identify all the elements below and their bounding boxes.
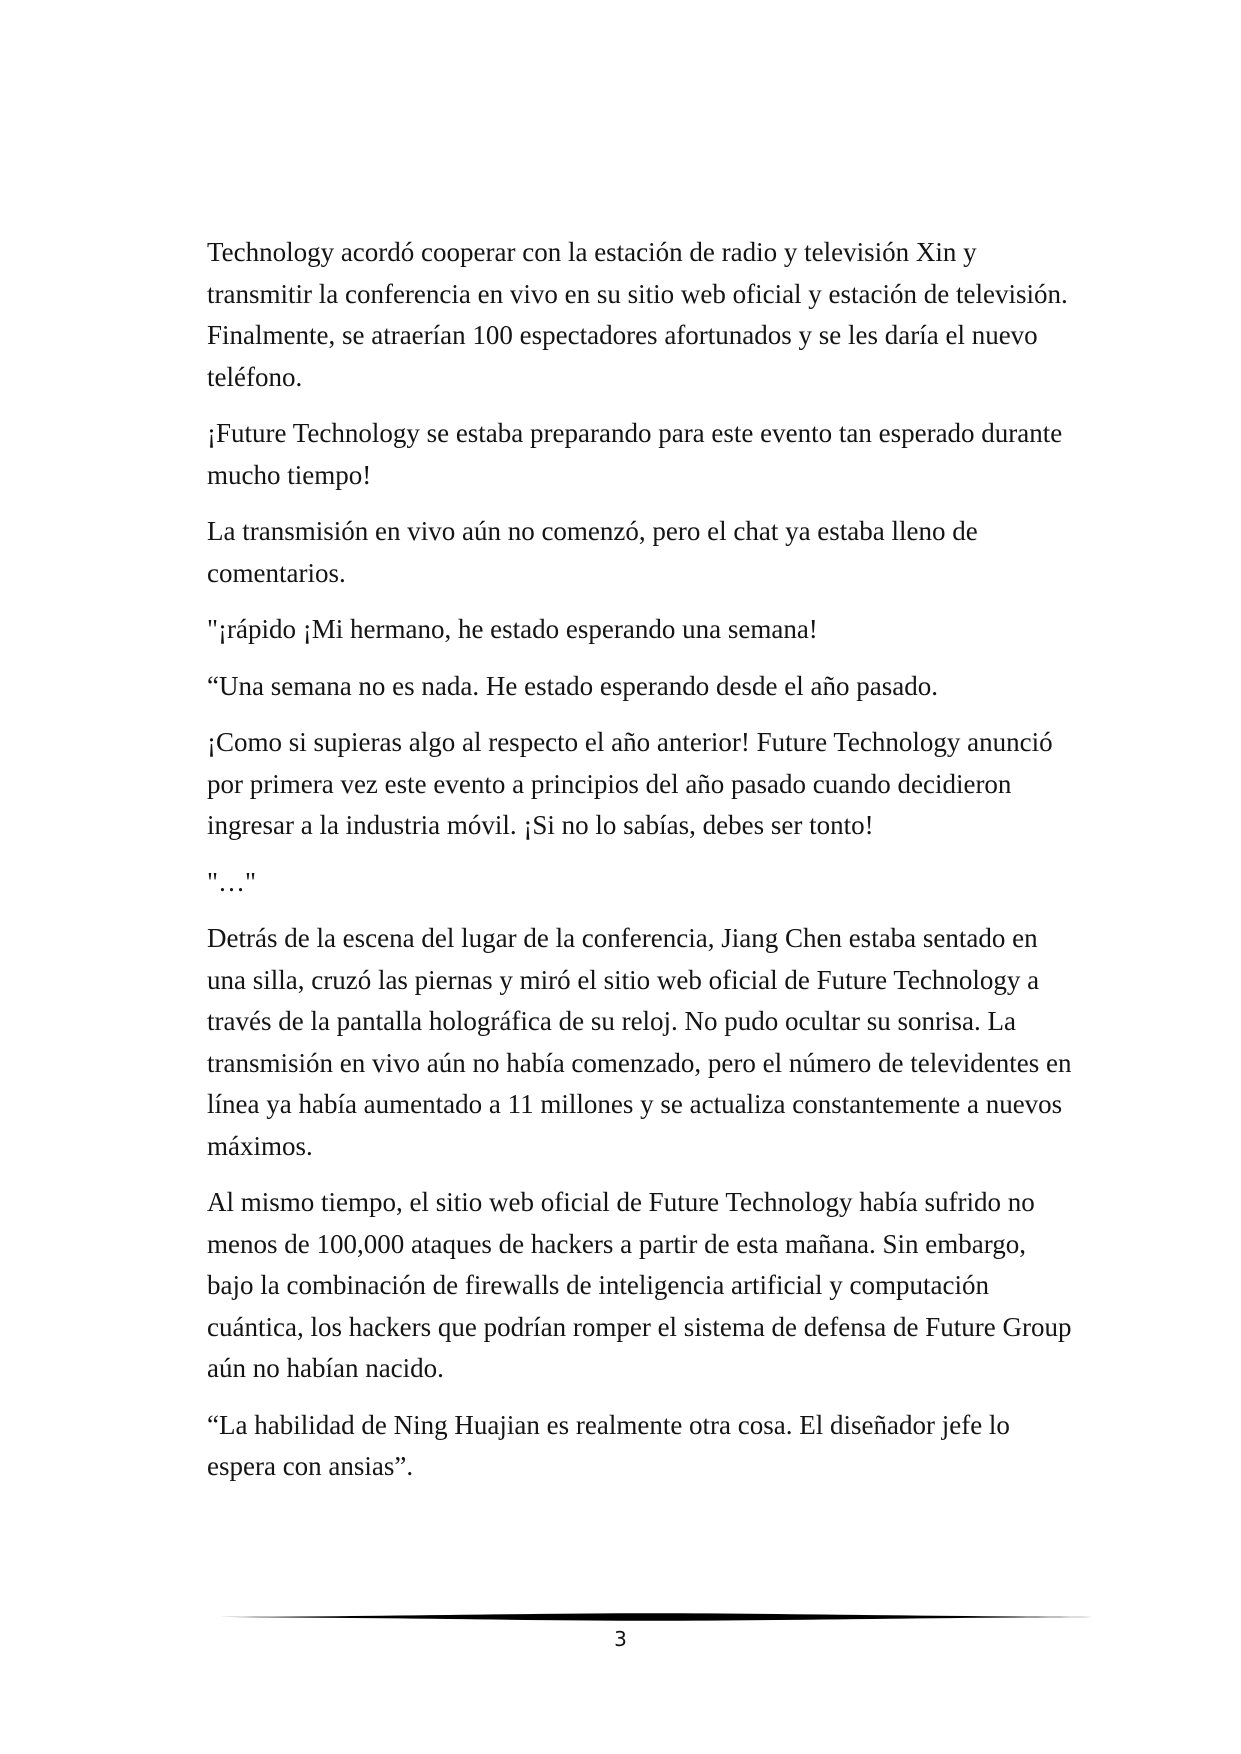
paragraph: Al mismo tiempo, el sitio web oficial de Future Technology había sufrido no menos de 100,000 ataques de hackers a partir de esta mañana. Sin embargo, bajo la combinación de firewalls de inteligencia artificial y computación cuántica, los hackers que podrían romper el sistema de defensa de Future Group aún no habían nacido. [207, 1187, 1072, 1383]
paragraph: La transmisión en vivo aún no comenzó, pero el chat ya estaba lleno de comentarios. [207, 516, 978, 588]
paragraph: Detrás de la escena del lugar de la conferencia, Jiang Chen estaba sentado en una silla, cruzó las piernas y miró el sitio web oficial de Future Technology a través de la pantalla holográfica de su reloj. No pudo ocultar su sonrisa. La transmisión en vivo aún no había comenzado, pero el número de televidentes en línea ya había aumentado a 11 millones y se actualiza constantemente a nuevos máximos. [207, 923, 1072, 1161]
footer-divider [207, 1612, 1105, 1622]
paragraph: ¡Future Technology se estaba preparando para este evento tan esperado durante mucho tiempo! [207, 418, 1063, 490]
paragraph: “La habilidad de Ning Huajian es realmente otra cosa. El diseñador jefe lo espera con ansias”. [207, 1409, 1010, 1481]
paragraph: Technology acordó cooperar con la estación de radio y televisión Xin y transmitir la conferencia en vivo en su sitio web oficial y estación de televisión. Finalmente, se atraerían 100 espectadores afortunados y se les daría el nuevo teléfono. [207, 237, 1068, 392]
paragraph: "…" [207, 866, 257, 897]
page-number: 3 [614, 1627, 627, 1651]
paragraph: ¡Como si supieras algo al respecto el año anterior! Future Technology anunció por primera vez este evento a principios del año pasado cuando decidieron ingresar a la industria móvil. ¡Si no lo sabías, debes ser tonto! [207, 727, 1053, 840]
body-text [207, 232, 1077, 1503]
paragraph: "¡rápido ¡Mi hermano, he estado esperando una semana! [207, 614, 818, 644]
paragraph: “Una semana no es nada. He estado esperando desde el año pasado. [207, 670, 938, 701]
